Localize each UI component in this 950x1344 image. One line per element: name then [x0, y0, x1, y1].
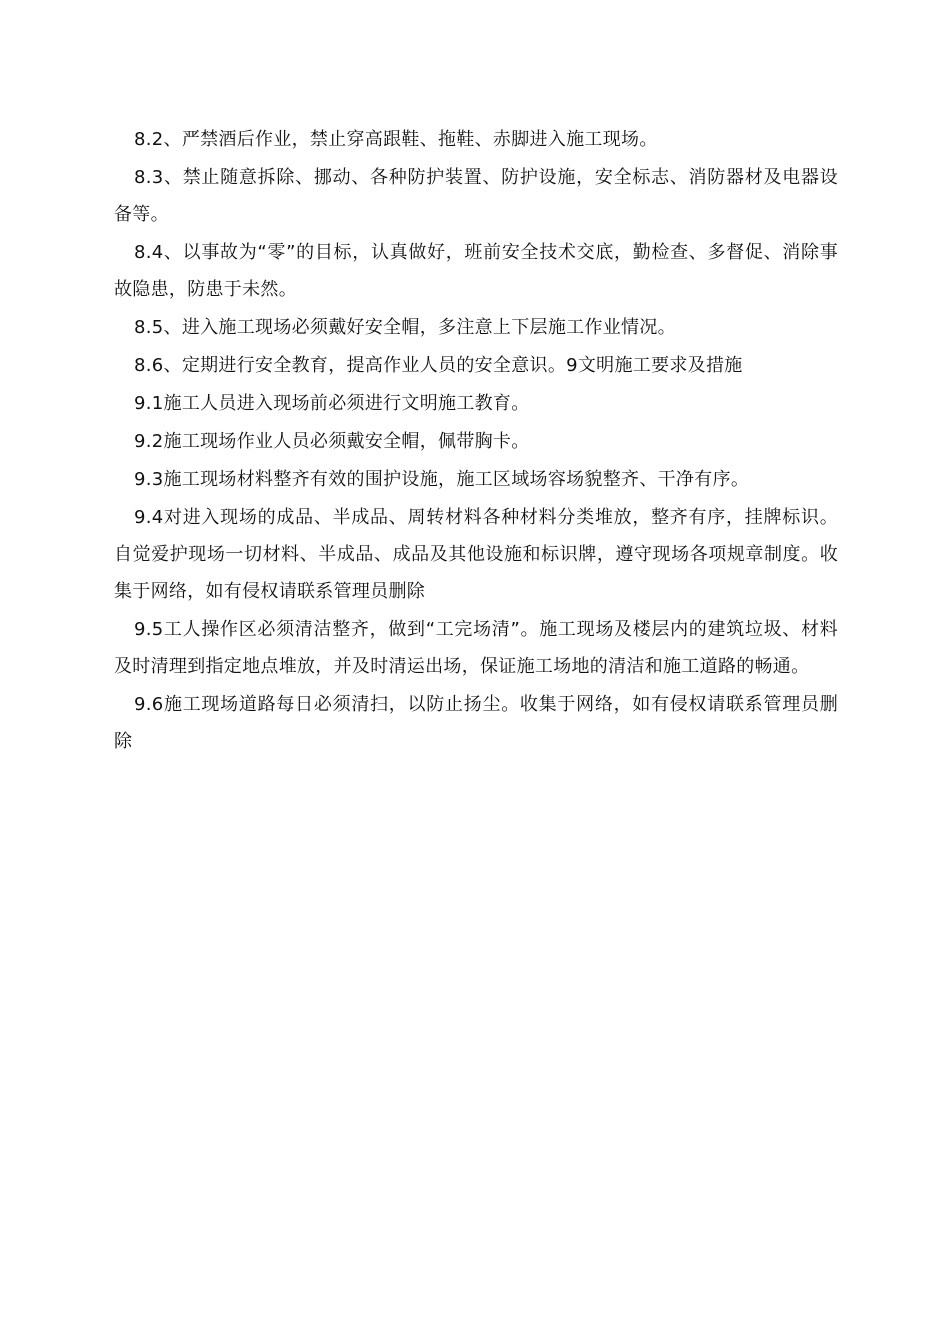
- paragraph-8-4: 8.4、以事故为“零”的目标，认真做好，班前安全技术交底，勤检查、多督促、消除事故隐患，防患于未然。: [114, 242, 838, 300]
- paragraph-8-2: 8.2、严禁酒后作业，禁止穿高跟鞋、拖鞋、赤脚进入施工现场。: [134, 129, 658, 150]
- paragraph-8-6: 8.6、定期进行安全教育，提高作业人员的安全意识。9文明施工要求及措施: [134, 355, 743, 376]
- paragraph-8-5: 8.5、进入施工现场必须戴好安全帽，多注意上下层施工作业情况。: [134, 317, 676, 338]
- paragraph-9-2: 9.2施工现场作业人员必须戴安全帽，佩带胸卡。: [134, 431, 530, 452]
- paragraph-9-5: 9.5工人操作区必须清洁整齐，做到“工完场清”。施工现场及楼层内的建筑垃圾、材料及时清理到指定地点堆放，并及时清运出场，保证施工场地的清洁和施工道路的畅通。: [114, 619, 838, 677]
- paragraph-8-3: 8.3、禁止随意拆除、挪动、各种防护装置、防护设施，安全标志、消防器材及电器设备等。: [114, 167, 838, 225]
- paragraph-9-6: 9.6施工现场道路每日必须清扫，以防止扬尘。收集于网络，如有侵权请联系管理员删除: [114, 694, 838, 752]
- paragraph-9-1: 9.1施工人员进入现场前必须进行文明施工教育。: [134, 393, 530, 414]
- paragraph-9-4: 9.4对进入现场的成品、半成品、周转材料各种材料分类堆放，整齐有序，挂牌标识。自觉爱护现场一切材料、半成品、成品及其他设施和标识牌，遵守现场各项规章制度。收集于网络，如有侵权请联系管理员删除: [114, 507, 838, 602]
- document-body: [114, 121, 838, 761]
- paragraph-9-3: 9.3施工现场材料整齐有效的围护设施，施工区域场容场貌整齐、干净有序。: [134, 469, 750, 490]
